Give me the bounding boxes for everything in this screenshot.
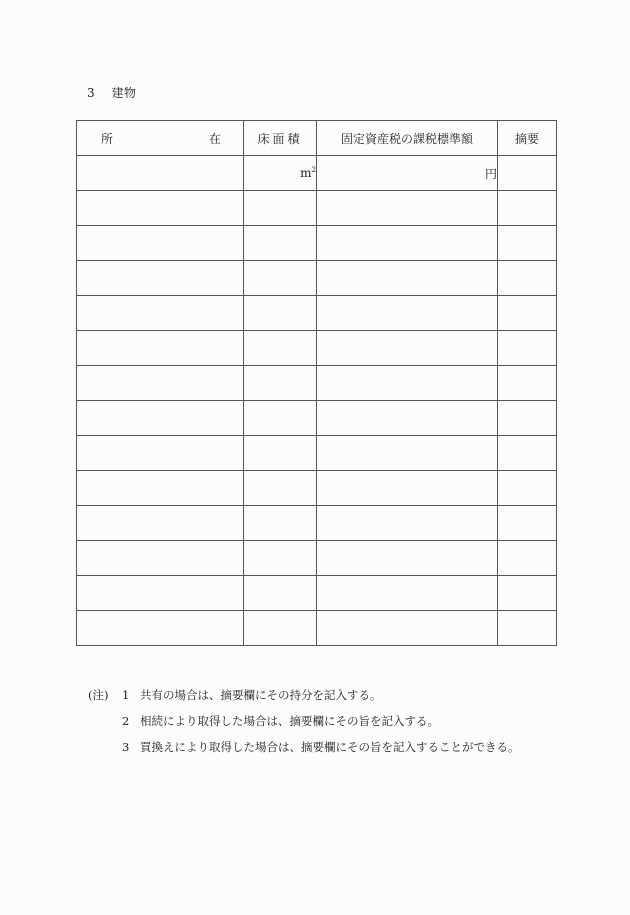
- note-text: 買換えにより取得した場合は、摘要欄にその旨を記入することができる。: [140, 740, 520, 754]
- floor-area-cell[interactable]: [244, 296, 317, 331]
- table-row: [77, 226, 557, 261]
- remarks-cell[interactable]: [498, 331, 557, 366]
- remarks-cell[interactable]: [498, 296, 557, 331]
- floor-area-cell[interactable]: [244, 261, 317, 296]
- table-row: [77, 576, 557, 611]
- floor-area-unit-cell[interactable]: [244, 156, 317, 191]
- remarks-cell[interactable]: [498, 576, 557, 611]
- floor-area-cell[interactable]: [244, 576, 317, 611]
- location-cell[interactable]: [77, 331, 244, 366]
- remarks-cell[interactable]: [498, 191, 557, 226]
- header-location: [77, 121, 244, 156]
- tax-base-cell[interactable]: [317, 296, 498, 331]
- location-cell[interactable]: [77, 156, 244, 191]
- tax-base-cell[interactable]: [317, 576, 498, 611]
- header-location-left: 所: [101, 131, 114, 146]
- remarks-cell[interactable]: [498, 401, 557, 436]
- tax-base-cell[interactable]: [317, 611, 498, 646]
- remarks-cell[interactable]: [498, 541, 557, 576]
- remarks-cell[interactable]: [498, 261, 557, 296]
- header-remarks: 摘要: [498, 121, 557, 156]
- location-cell[interactable]: [77, 401, 244, 436]
- floor-area-cell[interactable]: [244, 191, 317, 226]
- notes-label: (注): [88, 688, 109, 702]
- tax-base-cell[interactable]: [317, 541, 498, 576]
- note-text: 相続により取得した場合は、摘要欄にその旨を記入する。: [140, 714, 439, 728]
- location-cell[interactable]: [77, 226, 244, 261]
- note-item: [88, 682, 520, 708]
- tax-base-cell[interactable]: [317, 471, 498, 506]
- header-row: [77, 121, 557, 156]
- table-row: [77, 296, 557, 331]
- location-cell[interactable]: [77, 506, 244, 541]
- location-cell[interactable]: [77, 471, 244, 506]
- remarks-cell[interactable]: [498, 156, 557, 191]
- table-row: [77, 191, 557, 226]
- section-number: 3: [87, 86, 96, 100]
- location-cell[interactable]: [77, 576, 244, 611]
- unit-sqm: m: [300, 166, 312, 180]
- remarks-cell[interactable]: [498, 471, 557, 506]
- note-item: [88, 708, 520, 734]
- section-title: 建物: [111, 86, 137, 100]
- section-heading: [87, 84, 136, 101]
- remarks-cell[interactable]: [498, 611, 557, 646]
- unit-sqm-exponent: 2: [311, 166, 316, 174]
- remarks-cell[interactable]: [498, 366, 557, 401]
- tax-base-unit-cell[interactable]: [317, 156, 498, 191]
- notes-section: [88, 682, 520, 760]
- tax-base-cell[interactable]: [317, 436, 498, 471]
- tax-base-cell[interactable]: [317, 506, 498, 541]
- location-cell[interactable]: [77, 191, 244, 226]
- tax-base-cell[interactable]: [317, 331, 498, 366]
- header-location-right: 在: [208, 131, 221, 146]
- table-row: [77, 261, 557, 296]
- floor-area-cell[interactable]: [244, 401, 317, 436]
- header-floor-area: 床面積: [244, 121, 317, 156]
- floor-area-cell[interactable]: [244, 541, 317, 576]
- table-row: [77, 436, 557, 471]
- tax-base-cell[interactable]: [317, 401, 498, 436]
- tax-base-cell[interactable]: [317, 366, 498, 401]
- table-row: [77, 401, 557, 436]
- location-cell[interactable]: [77, 541, 244, 576]
- remarks-cell[interactable]: [498, 436, 557, 471]
- table-row: [77, 541, 557, 576]
- header-tax-base-value: 固定資産税の課税標準額: [317, 121, 498, 156]
- table-row: [77, 366, 557, 401]
- tax-base-cell[interactable]: [317, 261, 498, 296]
- table-row: [77, 471, 557, 506]
- location-cell[interactable]: [77, 296, 244, 331]
- tax-base-cell[interactable]: [317, 191, 498, 226]
- note-number: 3: [122, 740, 130, 754]
- table-row: [77, 331, 557, 366]
- floor-area-cell[interactable]: [244, 436, 317, 471]
- building-table: [76, 120, 557, 646]
- note-item: [88, 734, 520, 760]
- table-row: [77, 506, 557, 541]
- location-cell[interactable]: [77, 611, 244, 646]
- floor-area-cell[interactable]: [244, 506, 317, 541]
- floor-area-cell[interactable]: [244, 611, 317, 646]
- note-number: 2: [122, 714, 130, 728]
- location-cell[interactable]: [77, 436, 244, 471]
- tax-base-cell[interactable]: [317, 226, 498, 261]
- remarks-cell[interactable]: [498, 226, 557, 261]
- floor-area-cell[interactable]: [244, 331, 317, 366]
- note-number: 1: [122, 688, 130, 702]
- unit-yen: 円: [484, 166, 497, 181]
- unit-row: [77, 156, 557, 191]
- floor-area-cell[interactable]: [244, 471, 317, 506]
- table-row: [77, 611, 557, 646]
- note-text: 共有の場合は、摘要欄にその持分を記入する。: [140, 688, 382, 702]
- remarks-cell[interactable]: [498, 506, 557, 541]
- floor-area-cell[interactable]: [244, 366, 317, 401]
- floor-area-cell[interactable]: [244, 226, 317, 261]
- location-cell[interactable]: [77, 261, 244, 296]
- location-cell[interactable]: [77, 366, 244, 401]
